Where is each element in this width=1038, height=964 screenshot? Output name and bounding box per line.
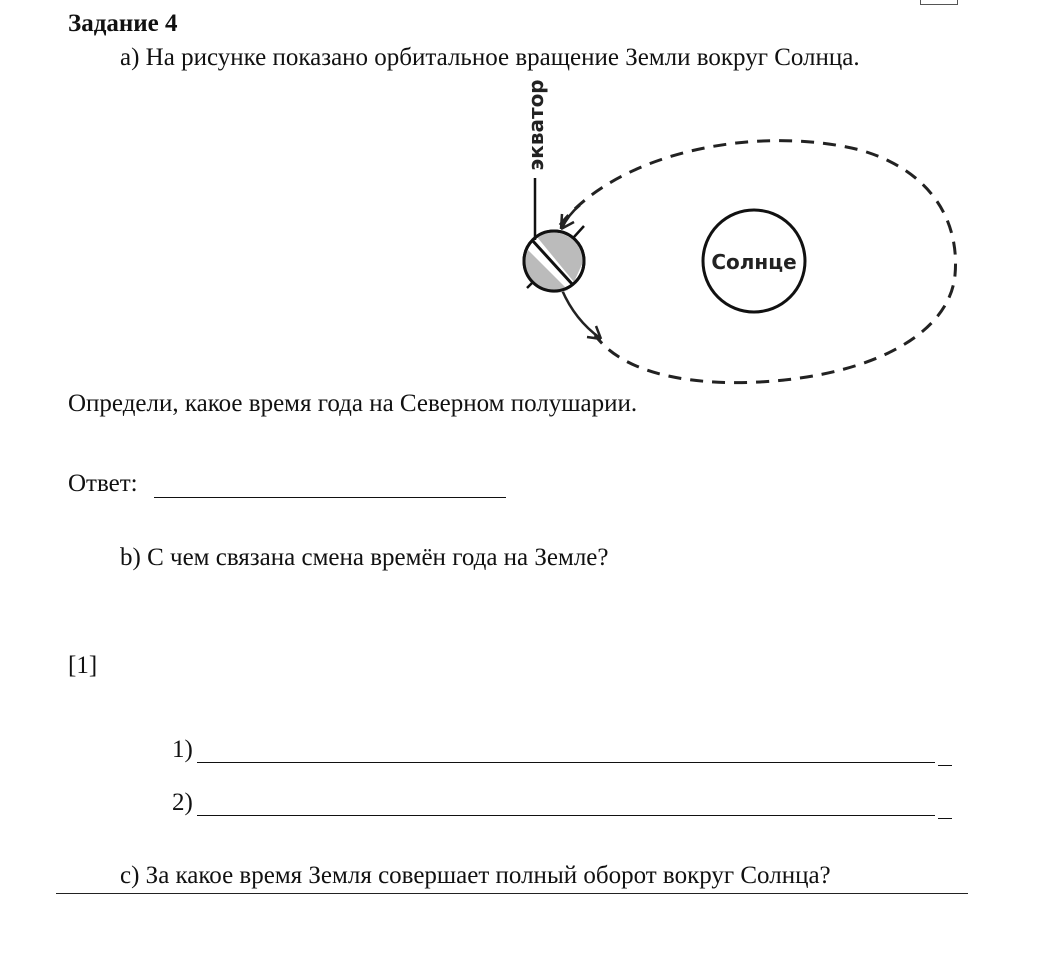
answer-line-2-label: 2) xyxy=(172,789,193,816)
task-title: Задание 4 xyxy=(68,10,178,37)
question-a-text: a) На рисунке показано орбитальное вращение Земли вокруг Солнца. xyxy=(120,44,860,71)
orbit-arrow-bottom-segment xyxy=(562,290,600,338)
answer-line-1-label: 1) xyxy=(172,736,193,763)
earth-icon xyxy=(524,226,584,293)
question-a-prompt: Определи, какое время года на Северном полушарии. xyxy=(68,390,638,417)
equator-label: экватор xyxy=(524,79,548,171)
question-b-text: b) С чем связана смена времён года на Земле? xyxy=(120,544,609,571)
question-c-text: c) За какое время Земля совершает полный оборот вокруг Солнца? xyxy=(120,862,831,889)
bottom-rule xyxy=(56,893,968,894)
answer-label: Ответ: xyxy=(68,470,138,497)
answer-line-2[interactable] xyxy=(197,815,935,816)
score-mark: [1] xyxy=(68,652,98,679)
answer-line[interactable] xyxy=(154,497,506,498)
answer-line-2-tail xyxy=(938,818,952,819)
answer-line-1[interactable] xyxy=(197,762,935,763)
sun-label: Солнце xyxy=(711,250,797,274)
answer-line-1-tail xyxy=(938,765,952,766)
